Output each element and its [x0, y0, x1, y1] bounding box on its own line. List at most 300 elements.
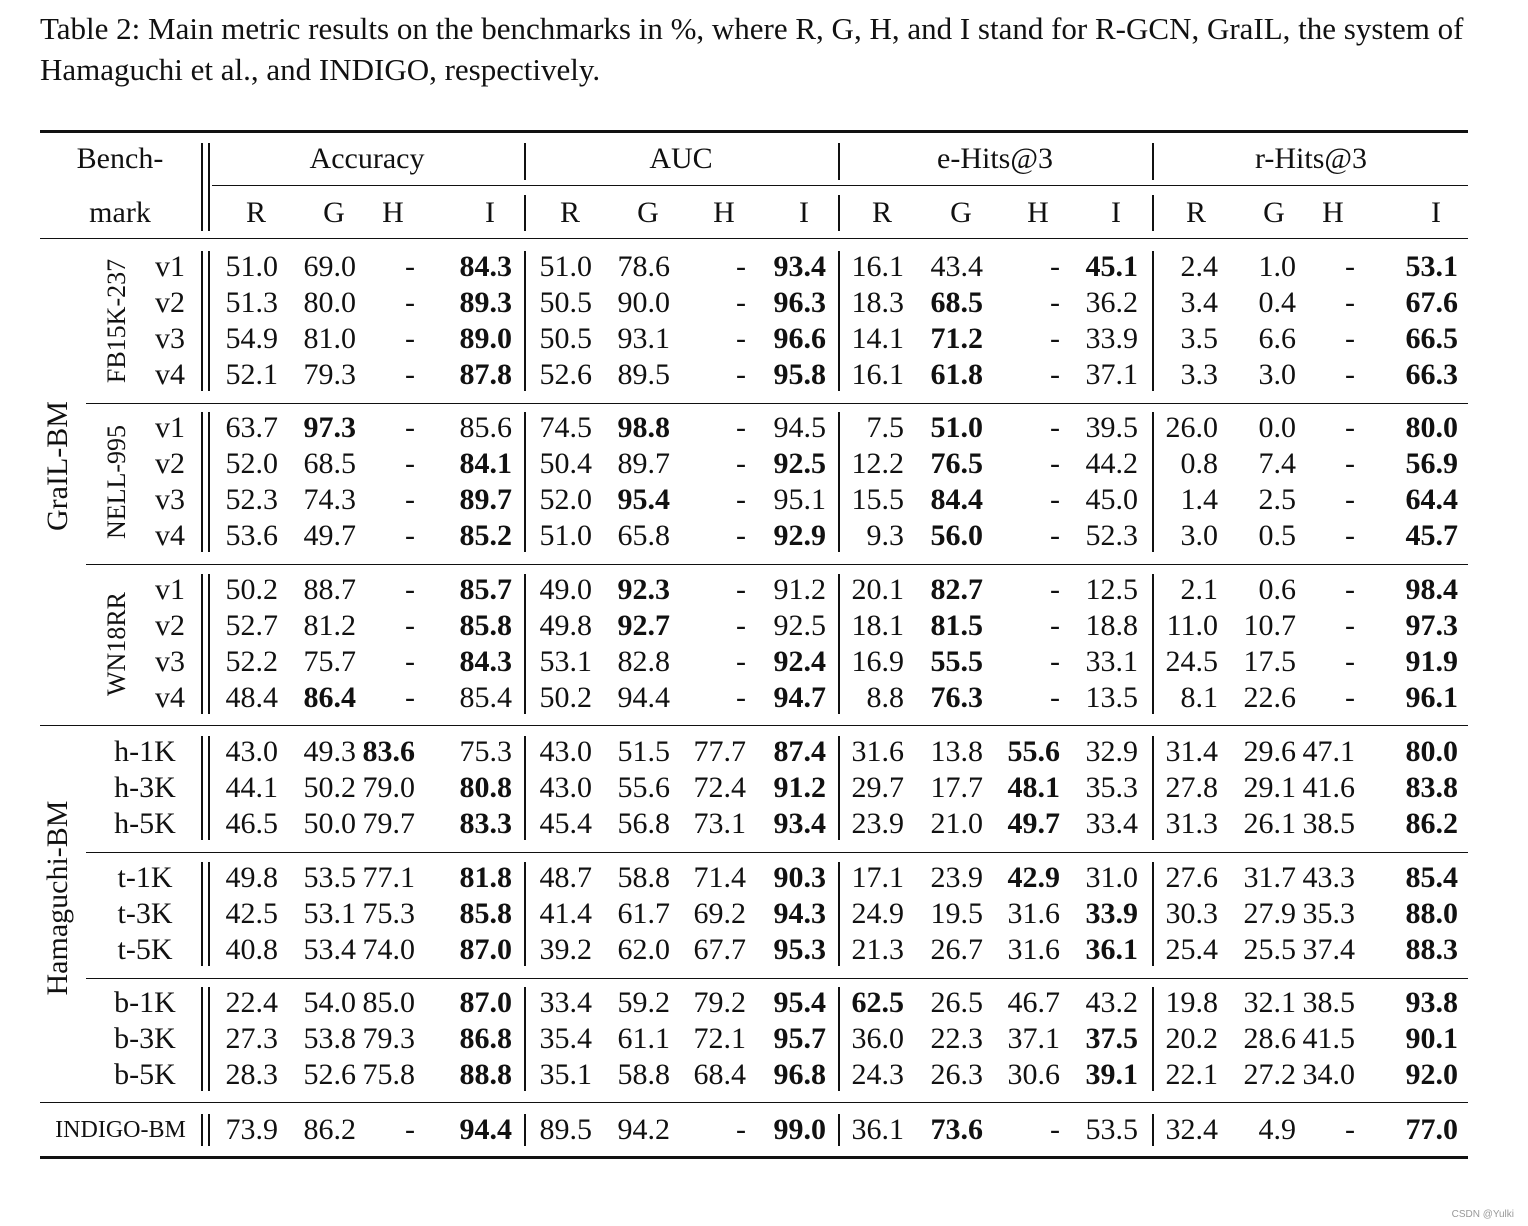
- data-cell: -: [1345, 681, 1355, 714]
- double-rule-right: [208, 143, 210, 231]
- data-cell: 27.2: [1243, 1058, 1296, 1091]
- data-cell: 40.8: [225, 933, 278, 966]
- data-cell: 26.0: [1165, 411, 1218, 444]
- data-cell: 32.1: [1243, 986, 1296, 1019]
- data-cell: 33.9: [1085, 322, 1138, 355]
- data-cell: -: [736, 519, 746, 552]
- data-cell: 33.4: [539, 986, 592, 1019]
- row-label: h-5K: [114, 807, 176, 840]
- data-cell: 95.7: [773, 1022, 826, 1055]
- data-cell: 56.9: [1405, 447, 1458, 480]
- header-sub-12: R: [1185, 196, 1206, 229]
- data-cell: 20.1: [851, 573, 904, 606]
- data-cell: 79.0: [362, 771, 415, 804]
- header-cmidrule: [212, 185, 1468, 186]
- data-cell: 77.7: [693, 735, 746, 768]
- data-cell: 50.4: [539, 447, 592, 480]
- data-cell: 99.0: [773, 1113, 826, 1146]
- data-cell: 94.4: [617, 681, 670, 714]
- data-cell: 68.4: [693, 1058, 746, 1091]
- data-cell: 31.3: [1165, 807, 1218, 840]
- data-cell: 80.0: [1405, 735, 1458, 768]
- group-separator: [838, 195, 840, 231]
- data-cell: -: [405, 609, 415, 642]
- header-sub-1: G: [323, 196, 345, 229]
- data-cell: 25.5: [1243, 933, 1296, 966]
- data-cell: 50.5: [539, 286, 592, 319]
- header-sub-4: R: [559, 196, 580, 229]
- data-cell: 11.0: [1166, 609, 1218, 642]
- data-cell: 72.1: [693, 1022, 746, 1055]
- data-cell: 75.8: [362, 1058, 415, 1091]
- data-cell: -: [405, 286, 415, 319]
- data-cell: 3.4: [1180, 286, 1218, 319]
- header-group-3: r-Hits@3: [1254, 142, 1368, 175]
- data-cell: 80.0: [1405, 411, 1458, 444]
- data-cell: 49.8: [225, 861, 278, 894]
- data-cell: 90.1: [1405, 1022, 1458, 1055]
- data-cell: 53.1: [303, 897, 356, 930]
- data-cell: 83.3: [459, 807, 512, 840]
- group-separator: [1152, 251, 1154, 391]
- header-sub-9: G: [950, 196, 972, 229]
- data-cell: 37.5: [1085, 1022, 1138, 1055]
- data-cell: 21.0: [930, 807, 983, 840]
- data-cell: 67.7: [693, 933, 746, 966]
- block-label: FB15K-237: [102, 258, 131, 384]
- data-cell: 28.6: [1243, 1022, 1296, 1055]
- data-cell: 45.1: [1085, 250, 1138, 283]
- double-rule-left: [201, 251, 203, 391]
- data-cell: 89.7: [459, 483, 512, 516]
- data-cell: 52.3: [1085, 519, 1138, 552]
- data-cell: 32.9: [1085, 735, 1138, 768]
- data-cell: -: [1050, 250, 1060, 283]
- header-group-1: AUC: [649, 142, 713, 175]
- data-cell: 85.4: [1405, 861, 1458, 894]
- data-cell: -: [736, 358, 746, 391]
- data-cell: 36.0: [851, 1022, 904, 1055]
- data-cell: 29.6: [1243, 735, 1296, 768]
- data-cell: 79.3: [362, 1022, 415, 1055]
- data-cell: 89.5: [617, 358, 670, 391]
- group-separator: [1152, 195, 1154, 231]
- data-cell: 76.3: [930, 681, 983, 714]
- block-label: WN18RR: [102, 592, 131, 696]
- data-cell: -: [405, 358, 415, 391]
- double-rule-right: [208, 251, 210, 391]
- data-cell: 39.1: [1085, 1058, 1138, 1091]
- data-cell: 26.1: [1243, 807, 1296, 840]
- double-rule-right: [208, 736, 210, 840]
- data-cell: -: [736, 250, 746, 283]
- data-cell: 33.1: [1085, 645, 1138, 678]
- block-separator: [86, 852, 1468, 853]
- data-cell: 55.6: [1007, 735, 1060, 768]
- data-cell: 75.3: [459, 735, 512, 768]
- header-bench-line1: Bench-: [76, 142, 164, 175]
- data-cell: 73.1: [693, 807, 746, 840]
- data-cell: 86.2: [1405, 807, 1458, 840]
- data-cell: 1.4: [1180, 483, 1218, 516]
- data-cell: 49.3: [303, 735, 356, 768]
- data-cell: -: [405, 645, 415, 678]
- data-cell: 87.8: [459, 358, 512, 391]
- data-cell: 59.2: [617, 986, 670, 1019]
- data-cell: 10.7: [1243, 609, 1296, 642]
- data-cell: -: [1050, 358, 1060, 391]
- data-cell: 84.3: [459, 250, 512, 283]
- row-label: v4: [155, 681, 185, 714]
- double-rule-right: [208, 862, 210, 966]
- data-cell: 17.7: [930, 771, 983, 804]
- data-cell: 82.8: [617, 645, 670, 678]
- data-cell: 91.2: [773, 573, 826, 606]
- group-separator: [1152, 987, 1154, 1091]
- data-cell: 27.9: [1243, 897, 1296, 930]
- data-cell: 94.2: [617, 1113, 670, 1146]
- double-rule-left: [201, 412, 203, 552]
- data-cell: 87.0: [459, 933, 512, 966]
- data-cell: 35.1: [539, 1058, 592, 1091]
- data-cell: -: [405, 1113, 415, 1146]
- row-label: v4: [155, 519, 185, 552]
- data-cell: -: [405, 681, 415, 714]
- data-cell: 66.5: [1405, 322, 1458, 355]
- bottom-rule: [40, 1156, 1468, 1159]
- section-separator: [40, 1102, 1468, 1103]
- data-cell: 42.5: [225, 897, 278, 930]
- data-cell: 36.1: [1085, 933, 1138, 966]
- data-cell: 88.7: [303, 573, 356, 606]
- data-cell: 27.8: [1165, 771, 1218, 804]
- row-label: b-5K: [114, 1058, 176, 1091]
- data-cell: 73.9: [225, 1113, 278, 1146]
- data-cell: 33.9: [1085, 897, 1138, 930]
- header-bottom-rule: [40, 238, 1468, 239]
- data-cell: 76.5: [930, 447, 983, 480]
- data-cell: 43.0: [225, 735, 278, 768]
- data-cell: 88.8: [459, 1058, 512, 1091]
- data-cell: 48.4: [225, 681, 278, 714]
- block-label: NELL-995: [102, 424, 131, 540]
- data-cell: 50.0: [303, 807, 356, 840]
- data-cell: 1.0: [1258, 250, 1296, 283]
- data-cell: 85.8: [459, 609, 512, 642]
- data-cell: 0.8: [1180, 447, 1218, 480]
- data-cell: 56.8: [617, 807, 670, 840]
- data-cell: 55.6: [617, 771, 670, 804]
- data-cell: 84.4: [930, 483, 983, 516]
- data-cell: 26.7: [930, 933, 983, 966]
- data-cell: -: [1050, 1113, 1060, 1146]
- data-cell: -: [1050, 681, 1060, 714]
- data-cell: 35.4: [539, 1022, 592, 1055]
- data-cell: 51.5: [617, 735, 670, 768]
- group-separator: [524, 412, 526, 552]
- data-cell: 29.1: [1243, 771, 1296, 804]
- row-label: t-1K: [117, 861, 173, 894]
- data-cell: 45.4: [539, 807, 592, 840]
- data-cell: 95.4: [773, 986, 826, 1019]
- data-cell: -: [405, 411, 415, 444]
- data-cell: 22.6: [1243, 681, 1296, 714]
- header-sub-14: H: [1322, 196, 1344, 229]
- row-label: h-1K: [114, 735, 176, 768]
- data-cell: -: [1345, 519, 1355, 552]
- group-separator: [1152, 862, 1154, 966]
- data-cell: 24.3: [851, 1058, 904, 1091]
- group-separator: [838, 412, 840, 552]
- data-cell: -: [1345, 322, 1355, 355]
- data-cell: 3.3: [1180, 358, 1218, 391]
- data-cell: 18.3: [851, 286, 904, 319]
- data-cell: -: [736, 573, 746, 606]
- data-cell: 96.8: [773, 1058, 826, 1091]
- data-cell: -: [1050, 286, 1060, 319]
- data-cell: 16.9: [851, 645, 904, 678]
- data-cell: 49.8: [539, 609, 592, 642]
- data-cell: 66.3: [1405, 358, 1458, 391]
- data-cell: 7.5: [866, 411, 904, 444]
- data-cell: 72.4: [693, 771, 746, 804]
- header-sub-0: R: [245, 196, 266, 229]
- data-cell: 94.4: [459, 1113, 512, 1146]
- double-rule-left: [201, 862, 203, 966]
- data-cell: -: [1050, 645, 1060, 678]
- data-cell: 37.1: [1085, 358, 1138, 391]
- data-cell: 68.5: [930, 286, 983, 319]
- data-cell: 43.0: [539, 771, 592, 804]
- data-cell: 62.5: [851, 986, 904, 1019]
- data-cell: 0.6: [1258, 573, 1296, 606]
- block-separator: [86, 978, 1468, 979]
- data-cell: -: [405, 447, 415, 480]
- header-bench-line2: mark: [89, 196, 151, 229]
- row-label: v1: [155, 250, 185, 283]
- data-cell: 27.3: [225, 1022, 278, 1055]
- data-cell: 6.6: [1258, 322, 1296, 355]
- data-cell: 49.0: [539, 573, 592, 606]
- data-cell: 61.7: [617, 897, 670, 930]
- data-cell: 52.6: [539, 358, 592, 391]
- data-cell: 19.8: [1165, 986, 1218, 1019]
- data-cell: -: [1345, 609, 1355, 642]
- data-cell: 24.5: [1165, 645, 1218, 678]
- data-cell: 50.2: [539, 681, 592, 714]
- data-cell: 13.8: [930, 735, 983, 768]
- double-rule-right: [208, 574, 210, 714]
- data-cell: 34.0: [1302, 1058, 1355, 1091]
- data-cell: 85.6: [459, 411, 512, 444]
- data-cell: 81.2: [303, 609, 356, 642]
- data-cell: 52.6: [303, 1058, 356, 1091]
- data-cell: 52.3: [225, 483, 278, 516]
- data-cell: 46.7: [1007, 986, 1060, 1019]
- data-cell: 31.6: [1007, 933, 1060, 966]
- group-separator: [1152, 574, 1154, 714]
- header-sub-7: I: [799, 196, 809, 229]
- row-label: v3: [155, 645, 185, 678]
- data-cell: -: [405, 250, 415, 283]
- double-rule-right: [208, 412, 210, 552]
- data-cell: -: [405, 483, 415, 516]
- data-cell: 79.3: [303, 358, 356, 391]
- double-rule-left: [201, 1114, 203, 1146]
- data-cell: -: [1345, 645, 1355, 678]
- data-cell: 24.9: [851, 897, 904, 930]
- data-cell: 52.2: [225, 645, 278, 678]
- data-cell: 49.7: [1007, 807, 1060, 840]
- header-sub-8: R: [871, 196, 892, 229]
- header-sub-2: H: [382, 196, 404, 229]
- data-cell: 65.8: [617, 519, 670, 552]
- data-cell: 31.7: [1243, 861, 1296, 894]
- data-cell: 42.9: [1007, 861, 1060, 894]
- data-cell: 31.6: [851, 735, 904, 768]
- data-cell: 93.1: [617, 322, 670, 355]
- data-cell: 89.5: [539, 1113, 592, 1146]
- data-cell: 78.6: [617, 250, 670, 283]
- data-cell: 74.5: [539, 411, 592, 444]
- data-cell: 85.4: [459, 681, 512, 714]
- group-separator: [838, 251, 840, 391]
- data-cell: 82.7: [930, 573, 983, 606]
- header-sub-5: G: [637, 196, 659, 229]
- data-cell: 53.4: [303, 933, 356, 966]
- block-separator: [86, 403, 1468, 404]
- group-separator: [524, 195, 526, 231]
- data-cell: 71.2: [930, 322, 983, 355]
- header-sub-15: I: [1431, 196, 1441, 229]
- data-cell: 89.7: [617, 447, 670, 480]
- group-separator: [1152, 143, 1154, 180]
- row-label: v3: [155, 322, 185, 355]
- data-cell: 74.0: [362, 933, 415, 966]
- data-cell: 67.6: [1405, 286, 1458, 319]
- data-cell: 33.4: [1085, 807, 1138, 840]
- data-cell: 74.3: [303, 483, 356, 516]
- data-cell: 38.5: [1302, 986, 1355, 1019]
- data-cell: 41.5: [1302, 1022, 1355, 1055]
- data-cell: 85.8: [459, 897, 512, 930]
- data-cell: 0.5: [1258, 519, 1296, 552]
- data-cell: 23.9: [851, 807, 904, 840]
- data-cell: 86.2: [303, 1113, 356, 1146]
- data-cell: 31.0: [1085, 861, 1138, 894]
- data-cell: 87.4: [773, 735, 826, 768]
- data-cell: 26.5: [930, 986, 983, 1019]
- data-cell: 75.3: [362, 897, 415, 930]
- data-cell: 61.8: [930, 358, 983, 391]
- data-cell: 50.5: [539, 322, 592, 355]
- data-cell: 51.0: [225, 250, 278, 283]
- data-cell: 62.0: [617, 933, 670, 966]
- data-cell: 0.0: [1258, 411, 1296, 444]
- header-group-0: Accuracy: [309, 142, 425, 175]
- group-separator: [1152, 412, 1154, 552]
- data-cell: 94.7: [773, 681, 826, 714]
- data-cell: 46.5: [225, 807, 278, 840]
- data-cell: 92.5: [773, 447, 826, 480]
- data-cell: 12.5: [1085, 573, 1138, 606]
- group-separator: [838, 574, 840, 714]
- data-cell: 13.5: [1085, 681, 1138, 714]
- group-separator: [524, 987, 526, 1091]
- group-separator: [1152, 736, 1154, 840]
- row-label: INDIGO-BM: [55, 1117, 186, 1143]
- data-cell: -: [736, 681, 746, 714]
- data-cell: 17.5: [1243, 645, 1296, 678]
- data-cell: 97.3: [303, 411, 356, 444]
- data-cell: -: [736, 1113, 746, 1146]
- double-rule-left: [201, 987, 203, 1091]
- data-cell: 43.2: [1085, 986, 1138, 1019]
- data-cell: 37.4: [1302, 933, 1355, 966]
- data-cell: 92.9: [773, 519, 826, 552]
- data-cell: 92.4: [773, 645, 826, 678]
- data-cell: -: [1345, 411, 1355, 444]
- data-cell: -: [736, 322, 746, 355]
- data-cell: -: [405, 519, 415, 552]
- data-cell: 41.4: [539, 897, 592, 930]
- data-cell: 53.1: [1405, 250, 1458, 283]
- data-cell: 3.0: [1180, 519, 1218, 552]
- data-cell: 45.0: [1085, 483, 1138, 516]
- row-label: b-1K: [114, 986, 176, 1019]
- data-cell: 12.2: [851, 447, 904, 480]
- group-separator: [838, 987, 840, 1091]
- data-cell: -: [1050, 447, 1060, 480]
- data-cell: -: [1345, 286, 1355, 319]
- data-cell: 31.4: [1165, 735, 1218, 768]
- data-cell: 53.5: [303, 861, 356, 894]
- data-cell: 53.5: [1085, 1113, 1138, 1146]
- data-cell: 4.9: [1258, 1113, 1296, 1146]
- data-cell: -: [1050, 483, 1060, 516]
- data-cell: 92.0: [1405, 1058, 1458, 1091]
- data-cell: 52.0: [225, 447, 278, 480]
- row-label: v4: [155, 358, 185, 391]
- data-cell: 50.2: [303, 771, 356, 804]
- data-cell: 68.5: [303, 447, 356, 480]
- data-cell: 95.8: [773, 358, 826, 391]
- data-cell: 80.8: [459, 771, 512, 804]
- data-cell: 95.1: [773, 483, 826, 516]
- data-cell: -: [1050, 519, 1060, 552]
- group-separator: [524, 1114, 526, 1146]
- data-cell: 96.1: [1405, 681, 1458, 714]
- data-cell: 79.7: [362, 807, 415, 840]
- data-cell: 41.6: [1302, 771, 1355, 804]
- data-cell: 93.8: [1405, 986, 1458, 1019]
- data-cell: 32.4: [1165, 1113, 1218, 1146]
- data-cell: 53.1: [539, 645, 592, 678]
- row-label: v1: [155, 411, 185, 444]
- data-cell: 17.1: [851, 861, 904, 894]
- group-separator: [524, 736, 526, 840]
- data-cell: 88.3: [1405, 933, 1458, 966]
- row-label: t-3K: [117, 897, 173, 930]
- data-cell: 92.3: [617, 573, 670, 606]
- data-cell: 25.4: [1165, 933, 1218, 966]
- data-cell: 77.1: [362, 861, 415, 894]
- data-cell: 8.8: [866, 681, 904, 714]
- double-rule-right: [208, 1114, 210, 1146]
- data-cell: 38.5: [1302, 807, 1355, 840]
- data-cell: 27.6: [1165, 861, 1218, 894]
- data-cell: 44.1: [225, 771, 278, 804]
